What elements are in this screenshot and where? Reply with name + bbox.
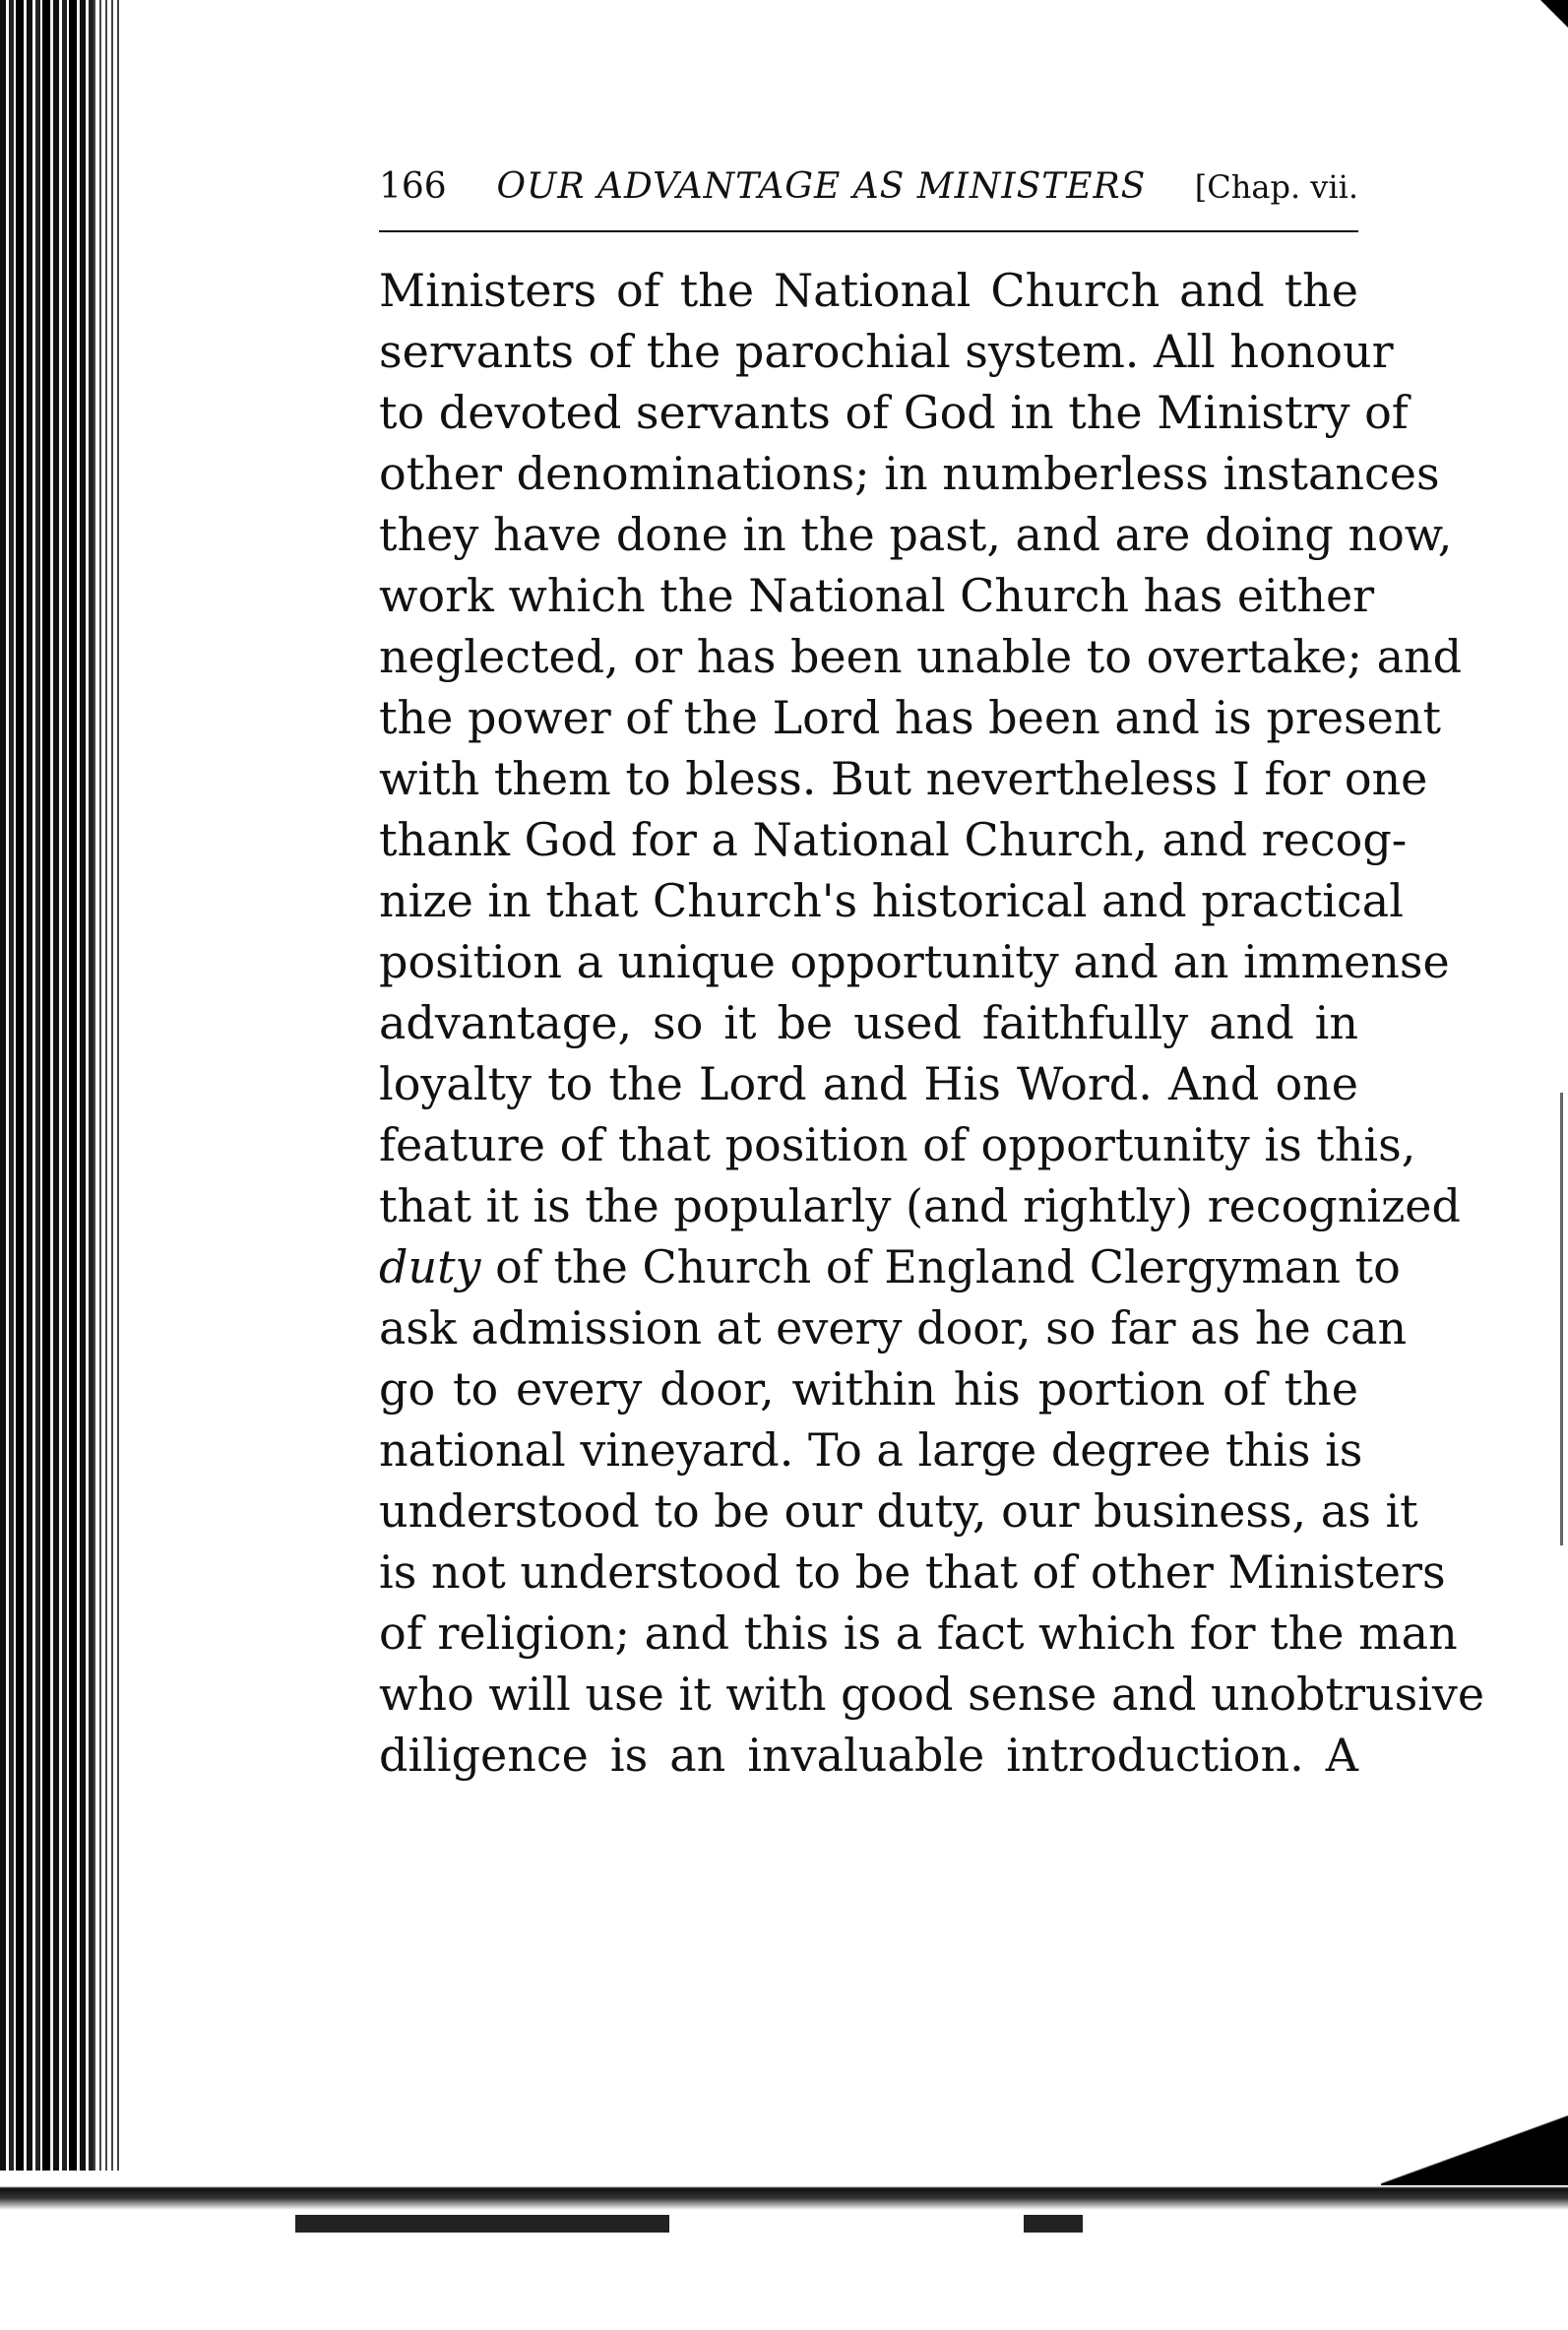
text-line: to devoted servants of God in the Ministry of xyxy=(379,386,1409,439)
text-line: diligence is an invaluable introduction. A xyxy=(379,1729,1358,1782)
text-line: who will use it with good sense and unobtrusive xyxy=(379,1668,1485,1721)
text-line: nize in that Church's historical and practical xyxy=(379,874,1404,927)
corner-mark xyxy=(1540,0,1568,28)
bottom-page-edge xyxy=(0,2171,1568,2210)
right-edge-flourish xyxy=(1381,2097,1568,2185)
bottom-smudge-left xyxy=(295,2215,669,2233)
text-line: feature of that position of opportunity is this, xyxy=(379,1118,1416,1171)
text-line: work which the National Church has either xyxy=(379,569,1375,622)
page-number: 166 xyxy=(379,166,447,207)
running-head xyxy=(379,157,1358,217)
text-line: loyalty to the Lord and His Word. And one xyxy=(379,1057,1358,1110)
text-line: other denominations; in numberless instances xyxy=(379,447,1440,500)
text-line: is not understood to be that of other Ministers xyxy=(379,1545,1446,1599)
text-line: neglected, or has been unable to overtake; and xyxy=(379,630,1463,683)
text-line: position a unique opportunity and an immense xyxy=(379,935,1450,988)
text-line: national vineyard. To a large degree this is xyxy=(379,1423,1363,1477)
bottom-smudge-right xyxy=(1024,2215,1083,2233)
text-line: servants of the parochial system. All honour xyxy=(379,325,1394,378)
text-line: they have done in the past, and are doing now, xyxy=(379,508,1453,561)
text-line: understood to be our duty, our business, as it xyxy=(379,1484,1418,1538)
running-title: OUR ADVANTAGE AS MINISTERS xyxy=(496,166,1147,207)
binding-edge-fade xyxy=(94,0,123,2195)
header-rule xyxy=(379,230,1358,232)
text-line: of religion; and this is a fact which for the man xyxy=(379,1606,1458,1660)
body-text xyxy=(379,260,1485,1786)
text-line: the power of the Lord has been and is present xyxy=(379,691,1441,744)
text-line: that it is the popularly (and rightly) recognized xyxy=(379,1179,1461,1232)
text-line: go to every door, within his portion of the xyxy=(379,1362,1358,1416)
text-line-rest: of the Church of England Clergyman to xyxy=(495,1240,1401,1293)
text-line-with-italic xyxy=(379,1236,1401,1297)
text-line: ask admission at every door, so far as he can xyxy=(379,1301,1408,1354)
text-line: thank God for a National Church, and recog- xyxy=(379,813,1408,866)
text-line: advantage, so it be used faithfully and in xyxy=(379,996,1358,1049)
italic-duty: duty xyxy=(379,1240,481,1293)
text-line: with them to bless. But nevertheless I for one xyxy=(379,752,1428,805)
text-line: Ministers of the National Church and the xyxy=(379,264,1358,317)
chapter-label: [Chap. vii. xyxy=(1194,168,1358,206)
book-page xyxy=(379,157,1485,1786)
right-margin-mark xyxy=(1560,1093,1563,1545)
